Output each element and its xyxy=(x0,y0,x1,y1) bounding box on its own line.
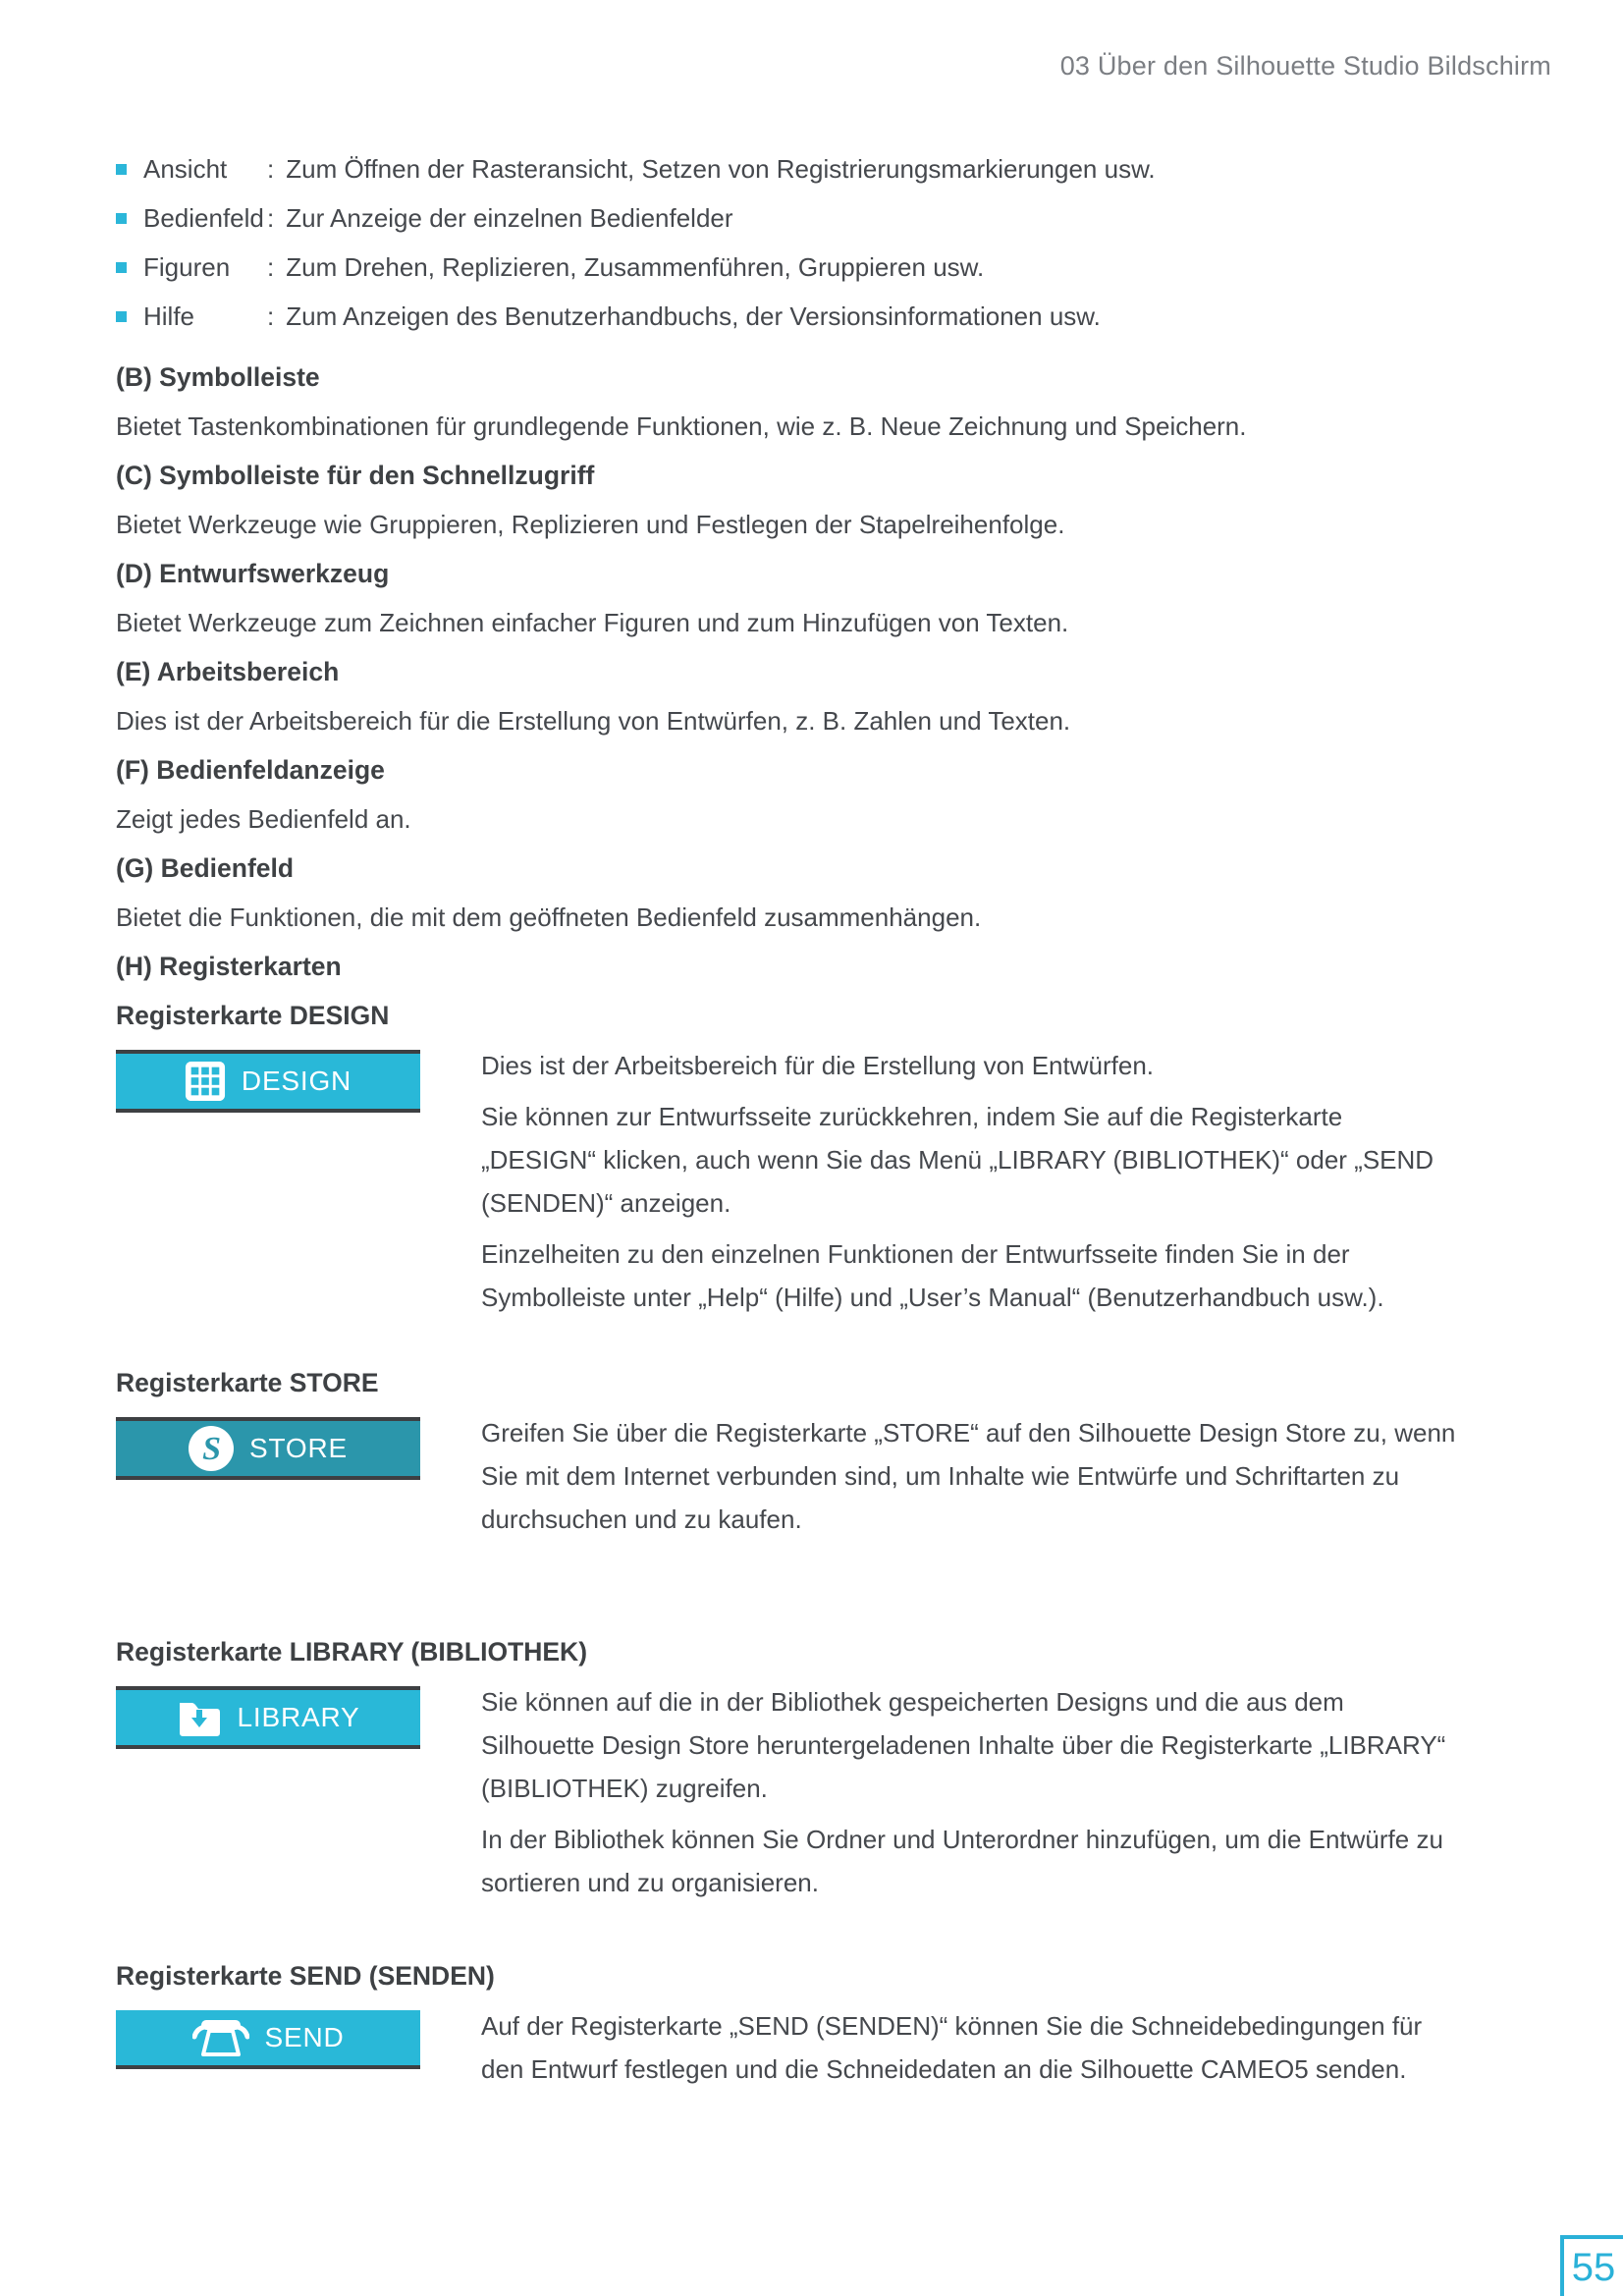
bullet-square-icon xyxy=(116,213,127,224)
bullet-colon: : xyxy=(267,202,275,233)
paragraph: Auf der Registerkarte „SEND (SENDEN)“ können Sie die Schneidebedingungen für den Entwurf festlegen und die Schneidedaten an die Silhouette CAMEO5 senden. xyxy=(481,2011,1423,2084)
section-body: Bietet Werkzeuge zum Zeichnen einfacher Figuren und zum Hinzufügen von Texten. xyxy=(116,608,1069,637)
library-tab-button xyxy=(116,1686,420,1749)
bullet-term: Bedienfeld xyxy=(143,202,264,233)
menu-bullet-list xyxy=(116,144,1551,341)
library-tab-description xyxy=(481,1680,1458,1912)
section-heading: (D) Entwurfswerkzeug xyxy=(116,559,390,588)
store-tab-description xyxy=(481,1411,1458,1549)
design-tab-label: DESIGN xyxy=(241,1066,352,1096)
grid-icon xyxy=(185,1061,226,1102)
bullet-colon: : xyxy=(267,251,275,282)
paragraph: In der Bibliothek können Sie Ordner und Unterordner hinzufügen, um die Entwürfe zu sortieren und zu organisieren. xyxy=(481,1825,1443,1897)
send-tab-section xyxy=(116,1951,1551,2099)
svg-text:S: S xyxy=(202,1431,222,1467)
design-tab-button xyxy=(116,1050,420,1113)
library-tab-label: LIBRARY xyxy=(237,1702,360,1732)
bullet-desc: Zur Anzeige der einzelnen Bedienfelder xyxy=(286,202,733,233)
list-item xyxy=(116,292,1551,341)
send-tab-heading: Registerkarte SEND (SENDEN) xyxy=(116,1961,495,1991)
bullet-square-icon xyxy=(116,311,127,322)
section-body: Zeigt jedes Bedienfeld an. xyxy=(116,804,411,834)
silhouette-logo-icon xyxy=(189,1426,234,1471)
chapter-title: 03 Über den Silhouette Studio Bildschirm xyxy=(1059,51,1551,81)
bullet-colon: : xyxy=(267,301,275,331)
section-heading: (C) Symbolleiste für den Schnellzugriff xyxy=(116,461,595,490)
section-body: Dies ist der Arbeitsbereich für die Erstellung von Entwürfen, z. B. Zahlen und Texten. xyxy=(116,706,1071,736)
library-folder-icon xyxy=(177,1699,222,1736)
cutting-machine-icon xyxy=(192,2017,249,2058)
paragraph: Sie können auf die in der Bibliothek gespeicherten Designs und die aus dem Silhouette Design Store heruntergeladenen Inhalte über die Registerkarte „LIBRARY“ (BIBLIOTHEK) zugreifen. xyxy=(481,1687,1446,1803)
list-item xyxy=(116,243,1551,292)
page-header xyxy=(116,0,1551,82)
design-tab-heading: Registerkarte DESIGN xyxy=(116,1001,390,1030)
list-item xyxy=(116,144,1551,193)
design-tab-section xyxy=(116,991,1551,1327)
bullet-colon: : xyxy=(267,153,275,184)
library-tab-heading: Registerkarte LIBRARY (BIBLIOTHEK) xyxy=(116,1637,588,1667)
page-number-value: 55 xyxy=(1571,2245,1616,2289)
section-heading: (E) Arbeitsbereich xyxy=(116,657,340,686)
list-item xyxy=(116,193,1551,243)
bullet-desc: Zum Öffnen der Rasteransicht, Setzen von Registrierungsmarkierungen usw. xyxy=(286,153,1156,184)
design-tab-description xyxy=(481,1044,1458,1327)
section-body: Bietet Werkzeuge wie Gruppieren, Replizieren und Festlegen der Stapelreihenfolge. xyxy=(116,510,1065,539)
send-tab-label: SEND xyxy=(264,2022,345,2052)
section-heading: (G) Bedienfeld xyxy=(116,853,295,883)
paragraph: Einzelheiten zu den einzelnen Funktionen der Entwurfsseite finden Sie in der Symbolleiste unter „Help“ (Hilfe) und „User’s Manual“ (Benutzerhandbuch usw.). xyxy=(481,1239,1384,1312)
section-heading: (H) Registerkarten xyxy=(116,952,342,981)
bullet-term: Ansicht xyxy=(143,153,228,184)
bullet-square-icon xyxy=(116,164,127,175)
bullet-term: Hilfe xyxy=(143,301,195,331)
send-tab-button xyxy=(116,2010,420,2069)
store-tab-heading: Registerkarte STORE xyxy=(116,1368,379,1397)
bullet-term: Figuren xyxy=(143,251,231,282)
page-number xyxy=(1560,2235,1623,2296)
section-body: Bietet Tastenkombinationen für grundlegende Funktionen, wie z. B. Neue Zeichnung und Speichern. xyxy=(116,411,1247,441)
bullet-square-icon xyxy=(116,262,127,273)
section-heading: (F) Bedienfeldanzeige xyxy=(116,755,385,785)
definitions-section xyxy=(116,353,1551,991)
send-tab-description xyxy=(481,2004,1458,2099)
bullet-desc: Zum Drehen, Replizieren, Zusammenführen, Gruppieren usw. xyxy=(286,251,985,282)
section-heading: (B) Symbolleiste xyxy=(116,362,320,392)
section-body: Bietet die Funktionen, die mit dem geöffneten Bedienfeld zusammenhängen. xyxy=(116,902,982,932)
paragraph: Dies ist der Arbeitsbereich für die Erstellung von Entwürfen. xyxy=(481,1051,1155,1080)
store-tab-section xyxy=(116,1358,1551,1549)
library-tab-section xyxy=(116,1627,1551,1912)
paragraph: Sie können zur Entwurfsseite zurückkehren, indem Sie auf die Registerkarte „DESIGN“ klicken, auch wenn Sie das Menü „LIBRARY (BIBLIOTHEK)“ oder „SEND (SENDEN)“ anzeigen. xyxy=(481,1102,1434,1218)
store-tab-button xyxy=(116,1417,420,1480)
paragraph: Greifen Sie über die Registerkarte „STORE“ auf den Silhouette Design Store zu, wenn Sie mit dem Internet verbunden sind, um Inhalte wie Entwürfe und Schriftarten zu durchsuchen und zu kaufen. xyxy=(481,1418,1456,1534)
bullet-desc: Zum Anzeigen des Benutzerhandbuchs, der Versionsinformationen usw. xyxy=(286,301,1101,331)
store-tab-label: STORE xyxy=(249,1433,348,1463)
